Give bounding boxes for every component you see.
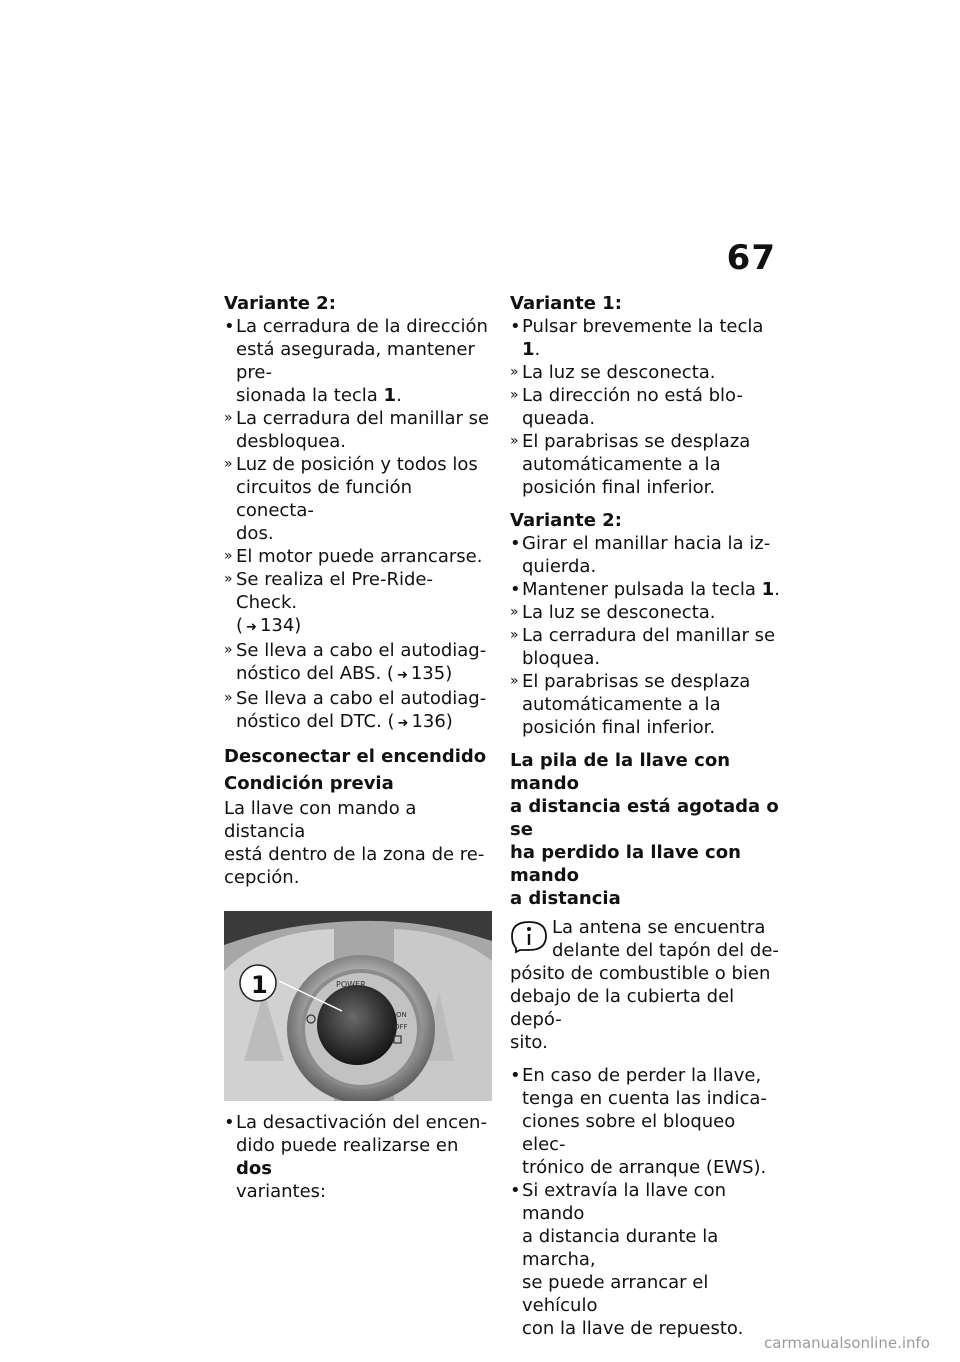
bullet-turn-handlebar: • Girar el manillar hacia la iz- quierda. <box>510 532 780 578</box>
bullet-spare-key: • Si extravía la llave con mando a distancia durante la marcha, se puede arrancar el vehículo con la llave de repuesto. <box>510 1179 780 1340</box>
page-ref-link[interactable]: 135) <box>410 663 453 684</box>
info-icon <box>510 918 548 956</box>
result-windshield-lower-2: » El parabrisas se desplaza automáticamente a la posición final inferior. <box>510 670 780 739</box>
result-pre-ride-check: » Se realiza el Pre-Ride-Check. ( ➜ 134) <box>224 568 492 639</box>
key-1-ref: 1 <box>383 385 397 406</box>
result-windshield-lower: » El parabrisas se desplaza automáticamente a la posición final inferior. <box>510 430 780 499</box>
watermark: carmanualsonline.info <box>764 1334 930 1352</box>
left-column <box>224 292 492 1203</box>
variant-2-heading-right: Variante 2: <box>510 510 622 531</box>
page-ref-arrow-icon: ➜ <box>396 668 408 683</box>
precondition-text: La llave con mando a distancia está dentro de la zona de re- cepción. <box>224 798 485 888</box>
bullet-deactivation-variants: • La desactivación del encen- dido puede realizarse en dos variantes: <box>224 1111 492 1203</box>
result-dtc-diagnosis: » Se lleva a cabo el autodiag- nóstico del DTC. ( ➜ 136) <box>224 687 492 735</box>
result-engine-start: » El motor puede arrancarse. <box>224 545 492 568</box>
result-steering-not-locked: » La dirección no está blo- queada. <box>510 384 780 430</box>
ignition-button-illustration <box>224 911 492 1101</box>
page-number: 67 <box>726 238 776 278</box>
page-ref-arrow-icon: ➜ <box>246 620 257 635</box>
info-note: La antena se encuentra delante del tapón del de- pósito de combustible o bien debajo de la cubierta del depó- sito. <box>510 917 779 1053</box>
page-ref-link[interactable]: 134) <box>259 615 302 636</box>
variant-2-heading: Variante 2: <box>224 293 336 314</box>
section-title-battery: La pila de la llave con mando a distancia está agotada o se ha perdido la llave con mando a distancia <box>510 750 779 909</box>
callout-1: 1 <box>251 971 268 999</box>
result-position-light: » Luz de posición y todos los circuitos de función conecta- dos. <box>224 453 492 545</box>
bullet-press-briefly: • Pulsar brevemente la tecla 1. <box>510 315 780 361</box>
subsection-title: Condición previa <box>224 773 394 794</box>
off-label: OFF <box>394 1023 408 1031</box>
result-handlebar-unlock: » La cerradura del manillar se desbloquea. <box>224 407 492 453</box>
bullet-lost-key: • En caso de perder la llave, tenga en cuenta las indica- ciones sobre el bloqueo elec- trónico de arranque (EWS). <box>510 1064 780 1179</box>
on-label: ON <box>396 1011 407 1019</box>
page-ref-arrow-icon: ➜ <box>397 716 409 731</box>
page-ref-link[interactable]: 136) <box>411 711 453 732</box>
section-title: Desconectar el encendido <box>224 746 487 767</box>
variant-1-heading: Variante 1: <box>510 293 622 314</box>
result-abs-diagnosis: » Se lleva a cabo el autodiag- nóstico del ABS. ( ➜ 135) <box>224 639 492 687</box>
result-light-off-2: » La luz se desconecta. <box>510 601 780 624</box>
result-light-off: » La luz se desconecta. <box>510 361 780 384</box>
ignition-button-photo <box>224 911 492 1101</box>
result-handlebar-lock: » La cerradura del manillar se bloquea. <box>510 624 780 670</box>
right-column <box>510 292 780 1340</box>
bullet-hold-key: • Mantener pulsada la tecla 1. <box>510 578 780 601</box>
power-ring-label: POWER <box>336 980 366 989</box>
bullet-steering-lock: • La cerradura de la dirección está asegurada, mantener pre- sionada la tecla 1. <box>224 315 492 407</box>
